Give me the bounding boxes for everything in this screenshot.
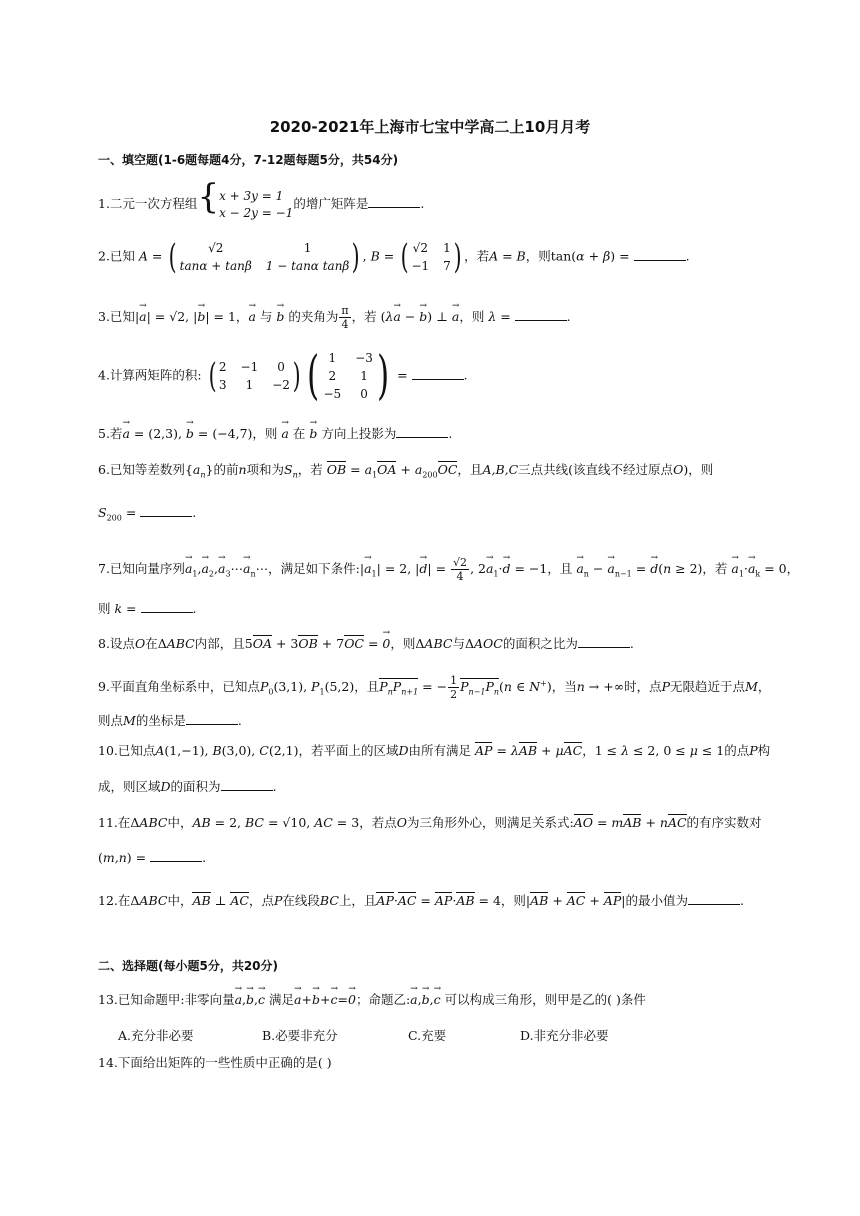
answer-blank bbox=[578, 637, 630, 648]
answer-blank bbox=[412, 369, 464, 380]
question-7: 7.已知向量序列$a \to_1,a \to_2,a$ $\to_3\cdots a$ $\to_n\cdots$，满足如下条件:|a $\to_1| = 2$, |d →| = $\frac{√2}{4}$ , $2a \to_1\cdot d$ → = −1，且 $a \to_n - a \to_{n-1} = d \to(n \ge 2)$，若 $a \to_1\cdot a \to_k = 0$， bbox=[98, 556, 799, 583]
question-1: 1.二元一次方程组{ x + 3y = 1 x − 2y = −1 的增广矩阵是 . bbox=[98, 177, 425, 220]
section-choice: 二、选择题(每小题5分，共20分) bbox=[98, 959, 279, 973]
answer-blank bbox=[368, 197, 420, 208]
answer-blank bbox=[396, 427, 448, 438]
question-5: 5.若a → = (2,3), b → = (−4,7)，则 a → 在 b → 方向上投影为 . bbox=[98, 426, 452, 442]
answer-blank bbox=[186, 714, 238, 725]
question-10-cont: 成，则区域D的面积为 . bbox=[98, 779, 277, 794]
matrix-b: ( √2 1 −1 7 ) bbox=[400, 237, 462, 277]
matrix-left: ( 2 −1 0 3 1 −2 ) bbox=[208, 356, 301, 396]
q1-text-post: 的增广矩阵是 bbox=[293, 196, 369, 211]
q1-eq2: x − 2y = −1 bbox=[219, 205, 294, 220]
matrix-a: ( √2 1 tanα + tanβ 1 − tanα tanβ ) bbox=[169, 237, 360, 277]
page-title: 2020-2021年上海市七宝中学高二上10月月考 bbox=[269, 118, 591, 136]
question-4: 4.计算两矩阵的积: ( 2 −1 0 3 1 −2 ) ( 1 −3 2 1 −5 0 ) = . bbox=[98, 346, 468, 406]
answer-blank bbox=[140, 506, 192, 517]
question-6: 6.已知等差数列$\{a_n\}$的前n项和为$S_n$，若 OB = $a_1OA + a_{200}OC$，且A,B,C三点共线(该直线不经过原点O)，则 bbox=[98, 462, 714, 480]
question-11: 11.在ΔABC中，AB = 2, BC = √10, AC = 3，若点O为三角形外心，则满足关系式:AO = mAB + nAC的有序实数对 bbox=[98, 815, 762, 830]
answer-blank bbox=[634, 250, 686, 261]
question-7-cont: 则 k = . bbox=[98, 601, 197, 616]
q1-eq1: x + 3y = 1 bbox=[219, 188, 284, 203]
matrix-right: ( 1 −3 2 1 −5 0 ) bbox=[307, 346, 390, 406]
question-13: 13.已知命题甲:非零向量a →,b →,c → 满足a →+b →+c →=0 →；命题乙:a →,b →,c → 可以构成三角形，则甲是乙的( )条件 bbox=[98, 992, 646, 1008]
q13-option-d[interactable]: D.非充分非必要 bbox=[520, 1028, 609, 1043]
question-9-cont: 则点M的坐标是 . bbox=[98, 713, 242, 728]
q2-text: 2.已知 bbox=[98, 248, 135, 264]
question-9: 9.平面直角坐标系中，已知点$P_0(3,1)$, $P_1(5,2)$，且$P_nP_{n+1}$ = − $\frac{1}{2}$ $P_{n-1}P_n(n$ ∈ N+)，当n → +∞时，点P无限趋近于点M， bbox=[98, 674, 771, 701]
question-6-cont: $S_{200}$ = . bbox=[98, 505, 197, 523]
q1-text: 1.二元一次方程组 bbox=[98, 196, 198, 211]
question-10: 10.已知点A(1,−1), B(3,0), C(2,1)，若平面上的区域D由所有满足 AP = λAB + μAC，1 ≤ λ ≤ 2, 0 ≤ μ ≤ 1的点P构 bbox=[98, 743, 771, 758]
question-2: 2.已知 A = ( √2 1 tanα + tanβ 1 − tanα tanβ ) , B = ( √2 1 −1 7 ) ，若A = B，则tan(α + β) = . bbox=[98, 237, 690, 277]
section-fill-in: 一、填空题(1-6题每题4分，7-12题每题5分，共54分) bbox=[98, 153, 399, 167]
q13-option-c[interactable]: C.充要 bbox=[408, 1028, 447, 1043]
answer-blank bbox=[515, 310, 567, 321]
q13-option-b[interactable]: B.必要非充分 bbox=[262, 1028, 338, 1043]
question-14: 14.下面给出矩阵的一些性质中正确的是( ) bbox=[98, 1055, 332, 1070]
question-3: 3.已知|a →| = √2, |b →| = 1，a → 与 b → 的夹角为 $\frac{\pi}{4}$ ，若 (λa → − b →) ⊥ a →，则 λ = . bbox=[98, 304, 571, 331]
question-12: 12.在ΔABC中，AB ⊥ AC，点P在线段BC上，且AP·AC = AP·AB = 4，则|AB + AC + AP|的最小值为 . bbox=[98, 893, 744, 908]
answer-blank bbox=[221, 780, 273, 791]
answer-blank bbox=[141, 602, 193, 613]
question-8: 8.设点O在ΔABC内部，且5OA + 3OB + 7OC = 0 →，则ΔABC与ΔAOC的面积之比为 . bbox=[98, 636, 634, 652]
answer-blank bbox=[150, 851, 202, 862]
answer-blank bbox=[688, 894, 740, 905]
question-11-cont: (m,n) = . bbox=[98, 850, 207, 865]
q13-option-a[interactable]: A.充分非必要 bbox=[118, 1028, 194, 1043]
